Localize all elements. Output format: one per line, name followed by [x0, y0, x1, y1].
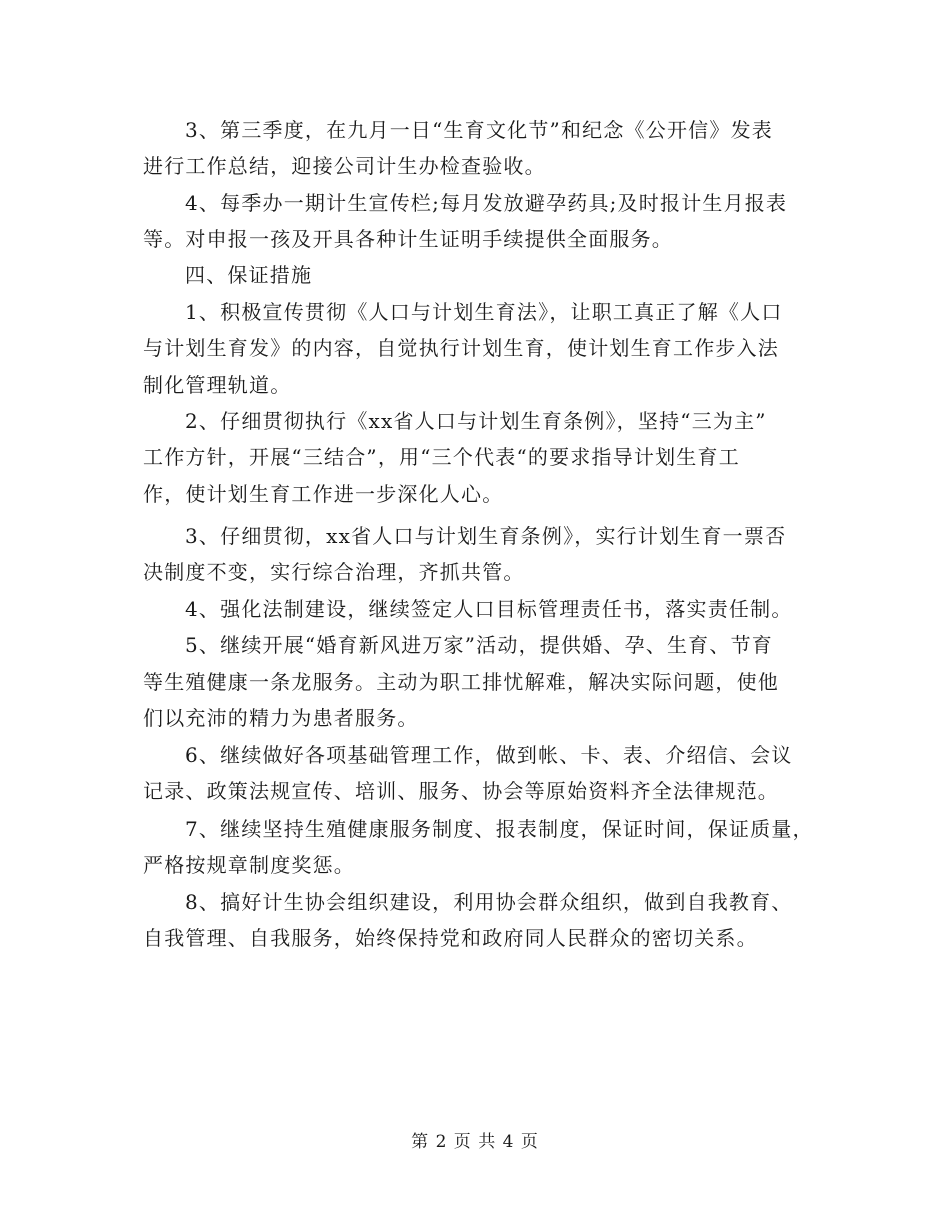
paragraph-line: 制化管理轨道。 [143, 373, 292, 397]
paragraph-line: 4、每季办一期计生宣传栏;每月发放避孕药具;及时报计生月报表 [185, 191, 788, 215]
paragraph-line: 3、仔细贯彻，xx省人口与计划生育条例》，实行计划生育一票否 [185, 524, 787, 548]
paragraph-line: 3、第三季度，在九月一日“生育文化节”和纪念《公开信》发表 [185, 118, 773, 142]
page-number-footer: 第 2 页 共 4 页 [411, 1132, 539, 1152]
paragraph-line: 2、仔细贯彻执行《xx省人口与计划生育条例》，坚持“三为主” [185, 409, 767, 433]
paragraph-line: 进行工作总结，迎接公司计生办检查验收。 [143, 154, 546, 178]
paragraph-line: 4、强化法制建设，继续签定人口目标管理责任书，落实责任制。 [185, 597, 793, 621]
paragraph-line: 5、继续开展“婚育新风进万家”活动，提供婚、孕、生育、节育 [185, 633, 773, 657]
paragraph-line: 严格按规章制度奖惩。 [143, 853, 355, 877]
paragraph-line: 7、继续坚持生殖健康服务制度、报表制度，保证时间，保证质量， [185, 817, 814, 841]
paragraph-line: 1、积极宣传贯彻《人口与计划生育法》，让职工真正了解《人口 [185, 300, 783, 324]
paragraph-line: 工作方针，开展“三结合”，用“三个代表“的要求指导计划生育工 [143, 445, 740, 469]
paragraph-line: 作，使计划生育工作进一步深化人心。 [143, 482, 504, 506]
paragraph-line: 决制度不变，实行综合治理，齐抓共管。 [143, 560, 525, 584]
section-heading: 四、保证措施 [185, 263, 313, 287]
paragraph-line: 记录、政策法规宣传、培训、服务、协会等原始资料齐全法律规范。 [143, 779, 779, 803]
paragraph-line: 与计划生育发》的内容，自觉执行计划生育，使计划生育工作步入法 [143, 336, 779, 360]
paragraph-line: 等。对申报一孩及开具各种计生证明手续提供全面服务。 [143, 227, 673, 251]
paragraph-line: 们以充沛的精力为患者服务。 [143, 706, 419, 730]
paragraph-line: 等生殖健康一条龙服务。主动为职工排忧解难，解决实际问题，使他 [143, 670, 779, 694]
paragraph-line: 自我管理、自我服务，始终保持党和政府同人民群众的密切关系。 [143, 926, 758, 950]
paragraph-line: 6、继续做好各项基础管理工作，做到帐、卡、表、介绍信、会议 [185, 743, 793, 767]
paragraph-line: 8、搞好计生协会组织建设，利用协会群众组织，做到自我教育、 [185, 890, 793, 914]
